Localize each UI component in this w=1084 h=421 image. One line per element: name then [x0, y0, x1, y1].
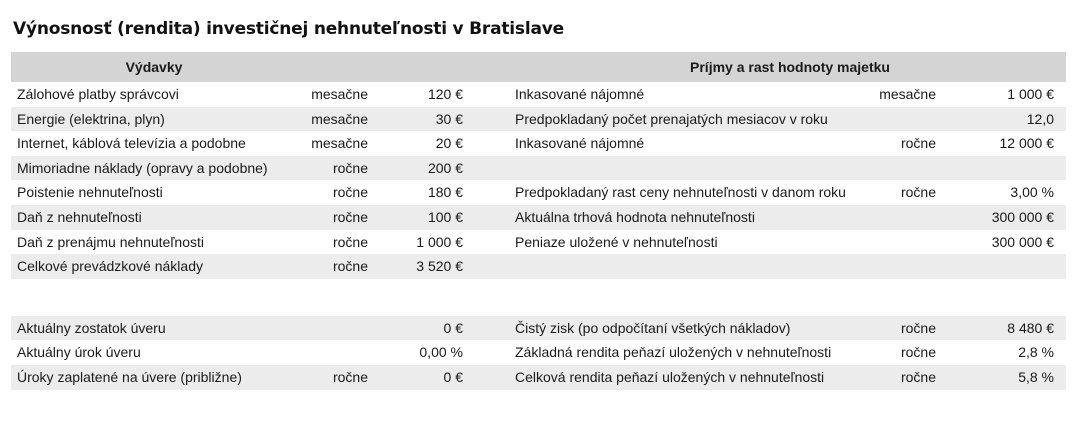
loan-label: Aktuálny úrok úveru	[17, 344, 141, 361]
loan-label: Aktuálny zostatok úveru	[17, 319, 166, 336]
income-label: Inkasované nájomné	[515, 86, 645, 102]
table-row	[11, 254, 1066, 279]
expense-label: Celkové prevádzkové náklady	[17, 258, 203, 275]
expense-label: Internet, káblová televízia a podobne	[17, 135, 246, 152]
expense-value: 120 €	[427, 86, 463, 102]
income-value: 300 000 €	[991, 208, 1054, 225]
table-row	[11, 82, 1066, 107]
yield-period: ročne	[900, 344, 936, 361]
expense-value: 1 000 €	[416, 233, 463, 250]
expense-value: 200 €	[427, 159, 463, 176]
loan-value: 0 €	[443, 319, 463, 336]
yield-period: ročne	[900, 368, 936, 385]
yield-period: ročne	[900, 319, 936, 336]
income-label: Peniaze uložené v nehnuteľnosti	[515, 233, 718, 250]
expense-period: ročne	[332, 208, 368, 225]
summary-row	[11, 316, 1066, 341]
expense-period: ročne	[332, 233, 368, 250]
expense-period: ročne	[332, 258, 368, 275]
expense-label: Mimoriadne náklady (opravy a podobne)	[17, 159, 268, 176]
yield-value: 5,8 %	[1018, 368, 1054, 385]
income-period: mesačne	[879, 86, 936, 102]
expense-value: 20 €	[435, 135, 463, 152]
expense-period: mesačne	[311, 110, 368, 127]
income-value: 1 000 €	[1007, 86, 1054, 102]
income-label: Inkasované nájomné	[515, 135, 645, 152]
expense-value: 180 €	[427, 184, 463, 201]
income-label: Aktuálna trhová hodnota nehnuteľnosti	[515, 208, 755, 225]
income-value: 12 000 €	[999, 135, 1054, 152]
loan-label: Úroky zaplatené na úvere (približne)	[17, 368, 242, 385]
expense-period: mesačne	[311, 86, 368, 102]
expense-value: 30 €	[435, 110, 463, 127]
table-row	[11, 107, 1066, 132]
table-row	[11, 156, 1066, 181]
expense-period: ročne	[332, 184, 368, 201]
expense-label: Energie (elektrina, plyn)	[17, 110, 165, 127]
income-period: ročne	[900, 184, 936, 201]
table-row	[11, 180, 1066, 205]
loan-value: 0 €	[443, 368, 463, 385]
expense-label: Daň z nehnuteľnosti	[17, 208, 142, 225]
expense-period: ročne	[332, 159, 368, 176]
header-income: Príjmy a rast hodnoty majetku	[690, 59, 890, 75]
table-row	[11, 131, 1066, 156]
income-label: Predpokladaný rast ceny nehnuteľnosti v danom roku	[515, 184, 846, 201]
loan-value: 0,00 %	[419, 344, 463, 361]
table-row	[11, 230, 1066, 255]
loan-period: ročne	[332, 368, 368, 385]
yield-label: Celková rendita peňazí uložených v nehnuteľnosti	[515, 368, 825, 385]
income-label: Predpokladaný počet prenajatých mesiacov v roku	[515, 110, 828, 127]
expense-label: Zálohové platby správcovi	[17, 86, 179, 102]
yield-label: Čistý zisk (po odpočítaní všetkých nákladov)	[515, 319, 791, 336]
income-value: 3,00 %	[1010, 184, 1054, 201]
expense-value: 100 €	[427, 208, 463, 225]
income-value: 300 000 €	[991, 233, 1054, 250]
income-value: 12,0	[1026, 110, 1054, 127]
header-expenses: Výdavky	[125, 59, 183, 75]
expense-label: Poistenie nehnuteľnosti	[17, 184, 163, 201]
page-title: Výnosnosť (rendita) investičnej nehnuteľnosti v Bratislave	[13, 19, 564, 39]
summary-row	[11, 365, 1066, 390]
yield-value: 8 480 €	[1007, 319, 1054, 336]
yield-value: 2,8 %	[1018, 344, 1054, 361]
rendita-table	[11, 52, 1066, 390]
table-row	[11, 205, 1066, 230]
summary-row	[11, 340, 1066, 365]
expense-period: mesačne	[311, 135, 368, 152]
table-header	[11, 52, 1066, 82]
income-period: ročne	[900, 135, 936, 152]
expense-value: 3 520 €	[416, 258, 463, 275]
section-gap	[11, 279, 1066, 316]
yield-label: Základná rendita peňazí uložených v nehnuteľnosti	[515, 344, 832, 361]
expense-label: Daň z prenájmu nehnuteľnosti	[17, 233, 204, 250]
